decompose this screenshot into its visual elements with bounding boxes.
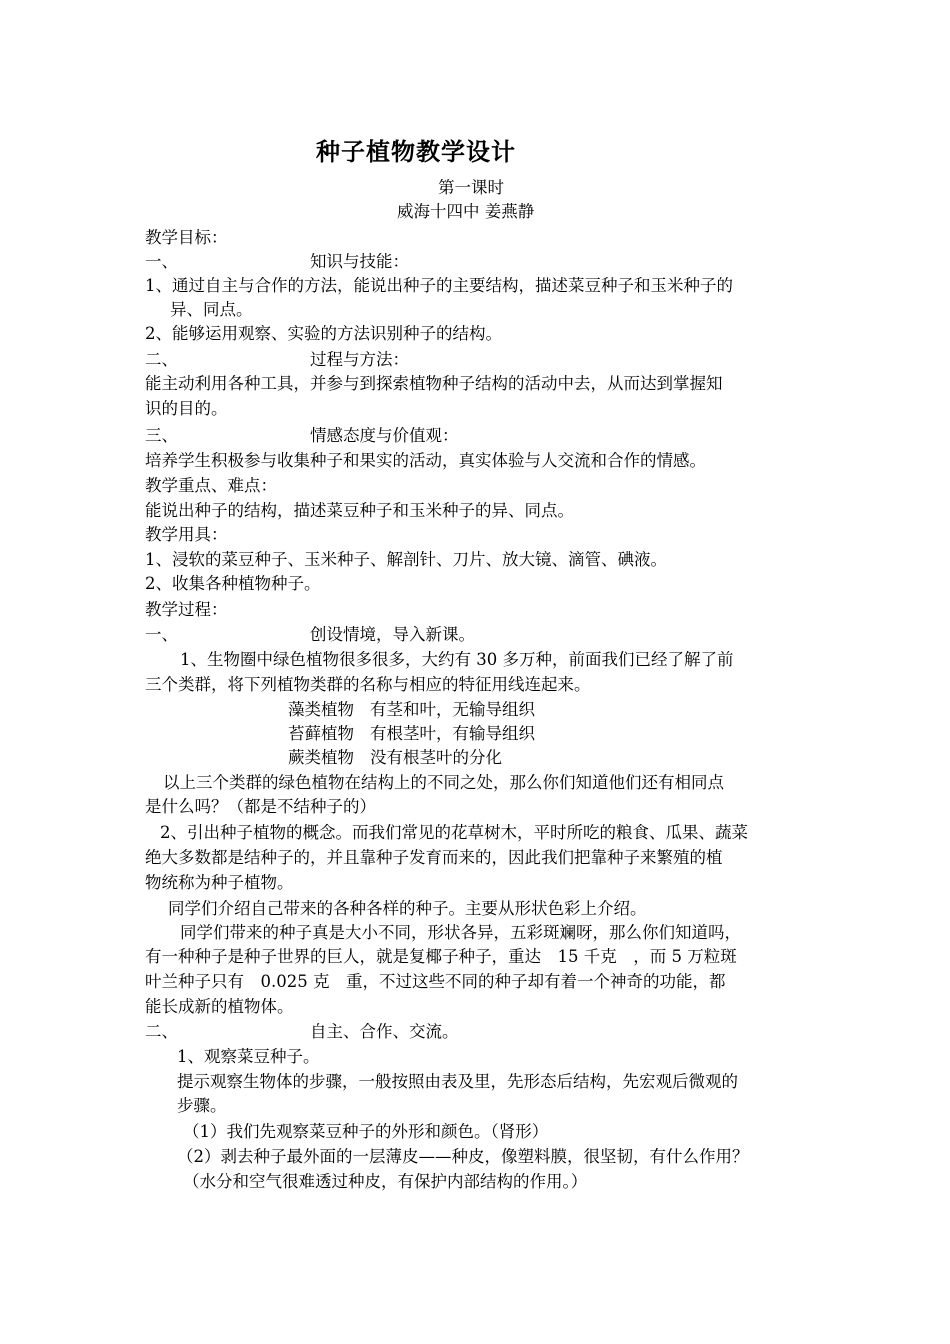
step1-para5-line4: 能长成新的植物体。 — [145, 997, 294, 1016]
goal2-text-line1: 能主动利用各种工具，并参与到探索植物种子结构的活动中去，从而达到掌握知 — [145, 374, 723, 393]
tools-heading: 教学用具： — [145, 525, 228, 544]
group-name: 藻类植物 — [288, 700, 354, 719]
goal1-label: 知识与技能： — [310, 252, 409, 271]
step1-para3-line1: 2、引出种子植物的概念。而我们常见的花草树木，平时所吃的粮食、瓜果、蔬菜 — [160, 823, 748, 842]
step2-label: 自主、合作、交流。 — [310, 1022, 459, 1041]
document-title: 种子植物教学设计 — [316, 138, 516, 166]
step1-para4: 同学们介绍自己带来的各种各样的种子。主要从形状色彩上介绍。 — [168, 899, 647, 918]
step1-para2-line1: 以上三个类群的绿色植物在结构上的不同之处，那么你们知道他们还有相同点 — [163, 773, 724, 792]
step2-hint-line1: 提示观察生物体的步骤，一般按照由表及里，先形态后结构，先宏观后微观的 — [177, 1072, 738, 1091]
process-heading: 教学过程： — [145, 600, 228, 619]
step1-label: 创设情境，导入新课。 — [310, 625, 475, 644]
goal2-number: 二、 — [145, 350, 178, 369]
group-trait: 没有根茎叶的分化 — [370, 748, 502, 767]
step2-hint-line2: 步骤。 — [177, 1096, 227, 1115]
step1-para5-line3: 叶兰种子只有 0.025 克 重，不过这些不同的种子却有着一个神奇的功能，都 — [145, 972, 726, 991]
goal2-label: 过程与方法： — [310, 350, 409, 369]
step1-number: 一、 — [145, 625, 178, 644]
step1-para1-line1: 1、生物圈中绿色植物很多很多，大约有 30 多万种，前面我们已经了解了前 — [180, 650, 734, 669]
goal1-item2: 2、能够运用观察、实验的方法识别种子的结构。 — [145, 324, 502, 343]
lesson-label: 第一课时 — [438, 178, 504, 197]
step2-sub2: （2）剥去种子最外面的一层薄皮——种皮，像塑料膜，很坚韧，有什么作用？ — [177, 1147, 749, 1166]
step2-sub1: （1）我们先观察菜豆种子的外形和颜色。（肾形） — [183, 1122, 549, 1141]
goal1-item1-line1: 1、通过自主与合作的方法，能说出种子的主要结构，描述菜豆种子和玉米种子的 — [145, 276, 733, 295]
group-trait: 有茎和叶，无输导组织 — [370, 700, 535, 719]
step2-item1: 1、观察菜豆种子。 — [177, 1047, 320, 1066]
step1-para2-line2: 是什么吗？（都是不结种子的） — [145, 797, 376, 816]
group-name: 蕨类植物 — [288, 748, 354, 767]
step1-para3-line3: 物统称为种子植物。 — [145, 873, 294, 892]
tools-item1: 1、浸软的菜豆种子、玉米种子、解剖针、刀片、放大镜、滴管、碘液。 — [145, 550, 667, 569]
group-trait: 有根茎叶，有输导组织 — [370, 724, 535, 743]
group-row-fern — [288, 746, 502, 770]
step1-para1-line2: 三个类群，将下列植物类群的名称与相应的特征用线连起来。 — [145, 675, 591, 694]
goal3-number: 三、 — [145, 426, 178, 445]
group-row-moss — [288, 722, 535, 746]
step1-para3-line2: 绝大多数都是结种子的，并且靠种子发育而来的，因此我们把靠种子来繁殖的植 — [145, 848, 723, 867]
goal3-text: 培养学生积极参与收集种子和果实的活动，真实体验与人交流和合作的情感。 — [145, 451, 706, 470]
goal1-item1-line2: 异、同点。 — [170, 300, 253, 319]
goal1-number: 一、 — [145, 252, 178, 271]
group-name: 苔藓植物 — [288, 724, 354, 743]
key-points-heading: 教学重点、难点： — [145, 476, 277, 495]
step2-number: 二、 — [145, 1022, 178, 1041]
step1-para5-line1: 同学们带来的种子真是大小不同，形状各异，五彩斑斓呀，那么你们知道吗， — [180, 923, 741, 942]
group-row-algae — [288, 698, 535, 722]
step2-sub2-answer: （水分和空气很难透过种皮，有保护内部结构的作用。） — [183, 1172, 588, 1191]
goal3-label: 情感态度与价值观： — [310, 426, 459, 445]
tools-item2: 2、收集各种植物种子。 — [145, 574, 321, 593]
step1-para5-line2: 有一种种子是种子世界的巨人，就是复椰子种子，重达 15 千克 ，而 5 万粒斑 — [145, 947, 737, 966]
author-line: 威海十四中 姜燕静 — [397, 202, 535, 221]
goals-heading: 教学目标： — [145, 228, 228, 247]
goal2-text-line2: 识的目的。 — [145, 399, 228, 418]
key-points-text: 能说出种子的结构，描述菜豆种子和玉米种子的异、同点。 — [145, 501, 574, 520]
